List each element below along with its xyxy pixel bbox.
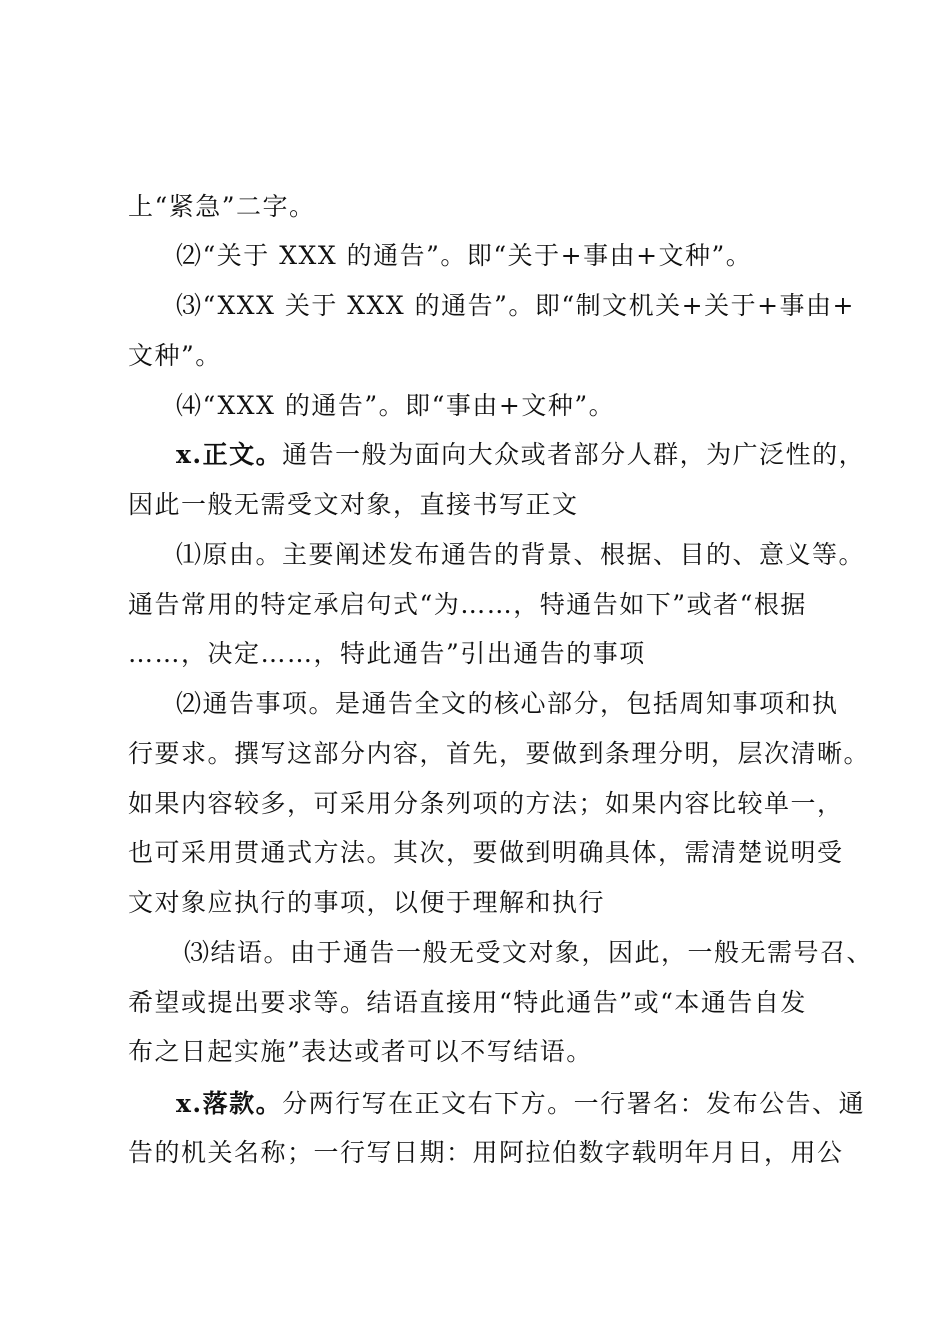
text-line: 也可采用贯通式方法。其次，要做到明确具体，需清楚说明受 <box>128 838 844 867</box>
text-line: 布之日起实施”表达或者可以不写结语。 <box>128 1037 593 1066</box>
text-span: 通告一般为面向大众或者部分人群，为广泛性的， <box>282 440 866 469</box>
text-line: 文种”。 <box>128 341 222 370</box>
text-line: 如果内容较多，可采用分条列项的方法；如果内容比较单一， <box>128 789 844 818</box>
text-line: ⑶结语。由于通告一般无受文对象，因此，一般无需号召、 <box>184 938 874 967</box>
text-span: 分两行写在正文右下方。一行署名：发布公告、通 <box>282 1089 866 1118</box>
text-line: ⑵“关于 XXX 的通告”。即“关于+事由+文种”。 <box>176 241 753 270</box>
text-line: ⑴原由。主要阐述发布通告的背景、根据、目的、意义等。 <box>176 540 866 569</box>
text-line: 上“紧急”二字。 <box>128 192 316 221</box>
paragraph-line <box>176 439 950 471</box>
text-line: 因此一般无需受文对象，直接书写正文 <box>128 490 579 519</box>
text-line: 行要求。撰写这部分内容，首先，要做到条理分明，层次清晰。 <box>128 739 871 768</box>
text-line: ⑵通告事项。是通告全文的核心部分，包括周知事项和执 <box>176 689 839 718</box>
text-line: 通告常用的特定承启句式“为……，特通告如下”或者“根据 <box>128 590 807 619</box>
text-line: ⑶“XXX 关于 XXX 的通告”。即“制文机关+关于+事由+ <box>176 291 856 320</box>
text-line: 告的机关名称；一行写日期：用阿拉伯数字载明年月日，用公 <box>128 1138 844 1167</box>
text-line: ……，决定……，特此通告”引出通告的事项 <box>128 639 646 668</box>
text-line: ⑷“XXX 的通告”。即“事由+文种”。 <box>176 391 616 420</box>
paragraph-line <box>176 1088 950 1120</box>
text-line: 文对象应执行的事项，以便于理解和执行 <box>128 888 606 917</box>
section-heading-signature: x.落款。 <box>176 1089 283 1118</box>
text-line: 希望或提出要求等。结语直接用“特此通告”或“本通告自发 <box>128 988 807 1017</box>
section-heading-body: x.正文。 <box>176 440 283 469</box>
